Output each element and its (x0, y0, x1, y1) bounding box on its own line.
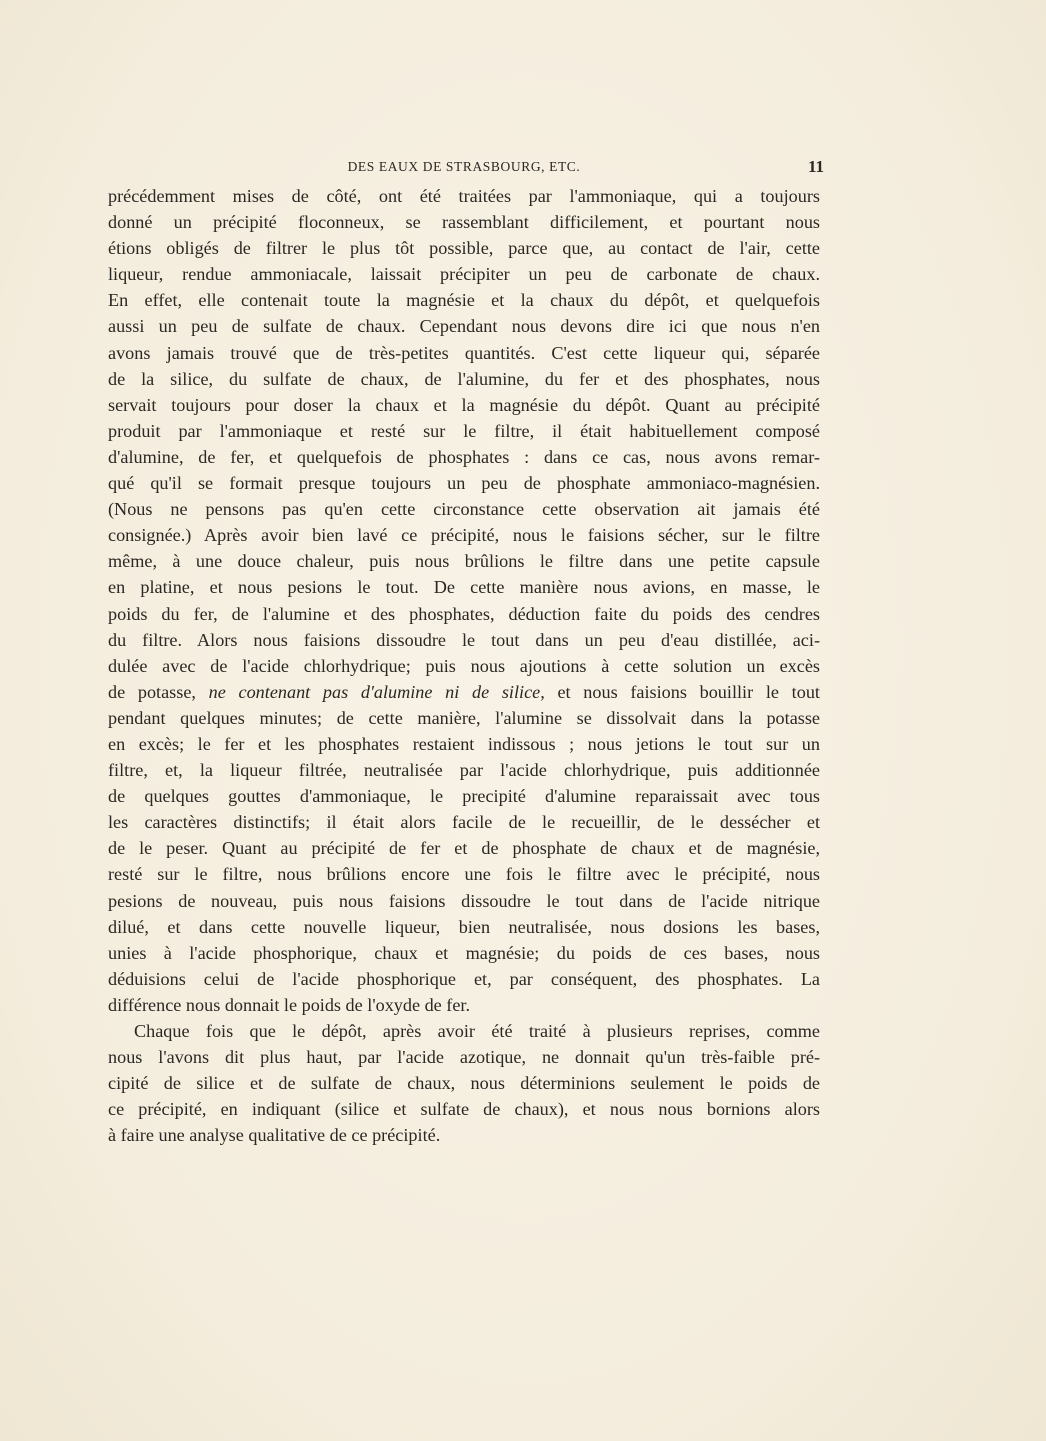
text-line: ce précipité, en indiquant (silice et sulfate de chaux), et nous nous bornions alors (108, 1099, 820, 1120)
text-line: en excès; le fer et les phosphates restaient indissous ; nous jetions le tout sur un (108, 733, 820, 754)
text-line: En effet, elle contenait toute la magnésie et la chaux du dépôt, et quelquefois (108, 290, 820, 311)
text-line: donné un précipité floconneux, se rassemblant difficilement, et pourtant nous (108, 212, 820, 233)
text-line: dulée avec de l'acide chlorhydrique; puis nous ajoutions à cette solution un excès (108, 655, 820, 676)
text-line: aussi un peu de sulfate de chaux. Cependant nous devons dire ici que nous n'en (108, 316, 820, 337)
text-line: liqueur, rendue ammoniacale, laissait précipiter un peu de carbonate de chaux. (108, 264, 820, 285)
text-run: et nous faisions bouillir le tout (544, 681, 820, 702)
text-line: du filtre. Alors nous faisions dissoudre le tout dans un peu d'eau distillée, aci- (108, 629, 820, 650)
paragraph-1 (108, 183, 820, 1018)
text-line: même, à une douce chaleur, puis nous brûlions le filtre dans une petite capsule (108, 551, 820, 572)
text-line: consignée.) Après avoir bien lavé ce précipité, nous le faisions sécher, sur le filtre (108, 525, 820, 546)
body-text (108, 183, 820, 1148)
text-line: précédemment mises de côté, ont été traitées par l'ammoniaque, qui a toujours (108, 186, 820, 206)
text-line: étions obligés de filtrer le plus tôt possible, parce que, au contact de l'air, cette (108, 238, 820, 259)
paragraph-2 (108, 1018, 820, 1148)
text-line: resté sur le filtre, nous brûlions encore une fois le filtre avec le précipité, nous (108, 864, 820, 885)
running-title: DES EAUX DE STRASBOURG, ETC. (347, 159, 581, 174)
text-line: pesions de nouveau, puis nous faisions dissoudre le tout dans de l'acide nitrique (108, 890, 820, 911)
text-line: nous l'avons dit plus haut, par l'acide azotique, ne donnait qu'un très-faible pré- (108, 1047, 820, 1068)
text-line: déduisions celui de l'acide phosphorique et, par conséquent, des phosphates. La (108, 968, 820, 989)
italic-phrase: ne contenant pas d'alumine ni de silice, (208, 681, 545, 702)
text-line: pendant quelques minutes; de cette manière, l'alumine se dissolvait dans la potasse (108, 707, 820, 728)
text-line: (Nous ne pensons pas qu'en cette circonstance cette observation ait jamais été (108, 499, 820, 520)
text-line: de quelques gouttes d'ammoniaque, le precipité d'alumine reparaissait avec tous (108, 786, 820, 807)
text-line: servait toujours pour doser la chaux et la magnésie du dépôt. Quant au précipité (108, 394, 820, 415)
text-line: dilué, et dans cette nouvelle liqueur, bien neutralisée, nous dosions les bases, (108, 916, 820, 937)
text-line: en platine, et nous pesions le tout. De cette manière nous avions, en masse, le (108, 577, 820, 598)
page-number: 11 (807, 157, 824, 176)
text-line: produit par l'ammoniaque et resté sur le filtre, il était habituellement composé (108, 420, 820, 441)
text-line: de le peser. Quant au précipité de fer et de phosphate de chaux et de magnésie, (108, 838, 820, 859)
text-line: avons jamais trouvé que de très-petites quantités. C'est cette liqueur qui, séparée (108, 342, 820, 363)
text-line: différence nous donnait le poids de l'oxyde de fer. (108, 994, 471, 1015)
text-line: filtre, et, la liqueur filtrée, neutralisée par l'acide chlorhydrique, puis additionnée (108, 760, 820, 781)
text-line: de la silice, du sulfate de chaux, de l'alumine, du fer et des phosphates, nous (108, 368, 820, 389)
text-run: de potasse, (108, 681, 209, 702)
text-line: unies à l'acide phosphorique, chaux et magnésie; du poids de ces bases, nous (108, 942, 820, 963)
text-line: qué qu'il se formait presque toujours un peu de phosphate ammoniaco-magnésien. (108, 473, 820, 494)
text-line: les caractères distinctifs; il était alors facile de le recueillir, de le dessécher et (108, 812, 820, 833)
text-line: d'alumine, de fer, et quelquefois de phosphates : dans ce cas, nous avons remar- (108, 446, 820, 467)
text-line: à faire une analyse qualitative de ce précipité. (108, 1125, 441, 1146)
text-line-with-italic (108, 679, 820, 705)
text-line: cipité de silice et de sulfate de chaux, nous déterminions seulement le poids de (108, 1073, 820, 1094)
text-line: Chaque fois que le dépôt, après avoir été traité à plusieurs reprises, comme (134, 1021, 820, 1041)
text-line: poids du fer, de l'alumine et des phosphates, déduction faite du poids des cendres (108, 603, 820, 624)
page-header (108, 157, 824, 179)
